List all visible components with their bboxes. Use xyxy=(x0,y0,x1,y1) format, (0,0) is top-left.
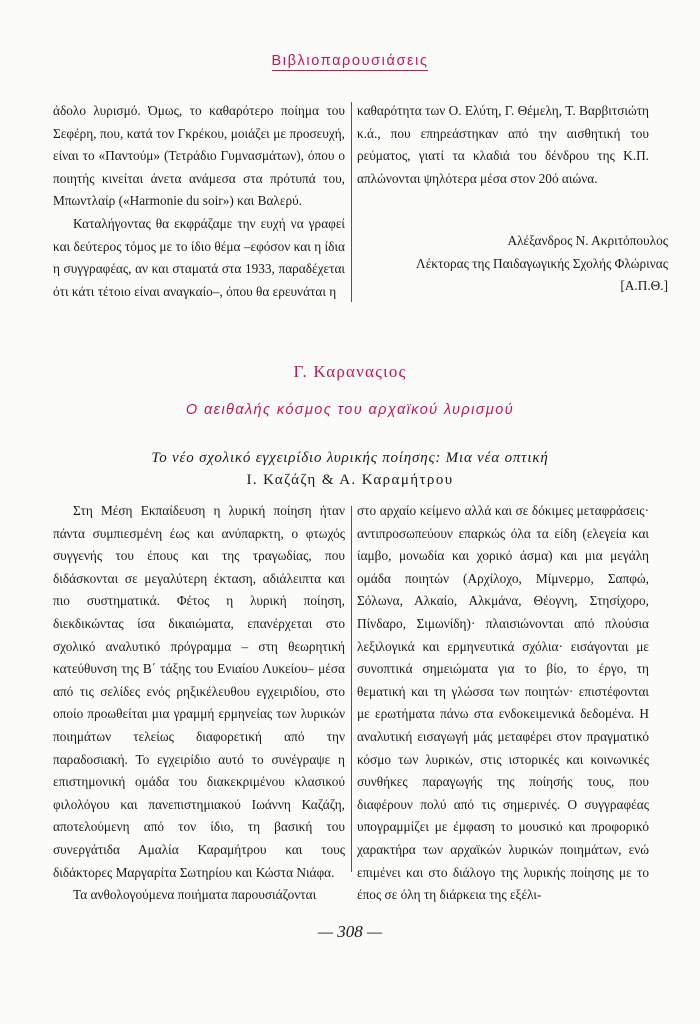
book-authors: Ι. Καζάζη & Α. Καραμήτρου xyxy=(246,472,454,488)
review2-left-column xyxy=(53,500,345,907)
reviewer-name: Αλέξανδρος Ν. Ακριτόπουλος xyxy=(507,233,668,248)
review2-author: Γ. Καραναςιος xyxy=(293,362,407,381)
review1-right-column xyxy=(357,100,649,190)
review2-title: Ο αειθαλής κόσμος του αρχαϊκού λυρισμού xyxy=(185,402,515,418)
column-divider xyxy=(351,506,352,872)
reviewer-institution: [Α.Π.Θ.] xyxy=(620,278,668,293)
reviewer-title: Λέκτορας της Παιδαγωγικής Σχολής Φλώρινας xyxy=(416,256,668,271)
running-head xyxy=(0,52,700,70)
review2-paragraph: στο αρχαίο κείμενο αλλά και σε δόκιμες μεταφράσεις· αντιπροσωπεύουν επαρκώς όλα τα είδη (ελεγεία και ίαμβο, μονωδία και χορικό άσμα) και μια μεγάλη ομάδα ποιητών (Αρχίλοχο, Μίμνερμο, Σαπφώ, Σόλωνα, Αλκαίο, Αλκμάνα, Θέογνη, Στησίχορο, Πίνδαρο, Σιμωνίδη)· πλαισιώνονται από πλούσια λεξιλογικά και ερμηνευτικά σχόλια· εισάγονται με συνοπτικά σημειώματα για το βίο, το έργο, τη θεματική και τη γλώσσα των ποιητών· επιστέφονται με ερωτήματα πάνω στα ενδοκειμενικά δεδομένα. Η αναλυτική εισαγωγή μάς μεταφέρει στον πραγματικό κόσμο των λυρικών, στις ιστορικές και κοινωνικές συνθήκες παραγωγής της ποίησής τους, που διαφέρουν πολύ από τις σημερινές. Ο συγγραφέας υπογραμμίζει με έμφαση το μουσικό και προφορικό χαρακτήρα των αρχαϊκών λυρικών ποιημάτων, ενώ επιμένει και στο διάλογο της λυρικής ποίησης με το έπος σε όλη τη διάρκεια της εξέλι- xyxy=(357,503,649,903)
book-title: Το νέο σχολικό εγχειρίδιο λυρικής ποίησης: Μια νέα οπτική xyxy=(151,450,549,466)
review2-paragraph: Στη Μέση Εκπαίδευση η λυρική ποίηση ήταν πάντα συμπιεσμένη έως και ανύπαρκτη, ο φτωχός συγγενής του έπους και της τραγωδίας, που διδάσκονται σε μεγαλύτερη έκταση, αδιάλειπτα και πιο συστηματικά. Φέτος η λυρική ποίηση, διεκδικώντας ίσα δικαιώματα, επανέρχεται στο σχολικό αναλυτικό πρόγραμμα – στη θεωρητική κατεύθυνση της Β΄ τάξης του Ενιαίου Λυκείου– μέσα από τις σελίδες ενός ρηξικέλευθου εγχειριδίου, στο οποίο προωθείται μια γραμμή ερμηνείας των λυρικών ποιημάτων τελείως διαφορετική από την παραδοσιακή. Το εγχειρίδιο αυτό το συνέγραψε η επιστημονική ομάδα του διακεκριμένου κλασικού φιλολόγου και πανεπιστημιακού Ιωάννη Καζάζη, αποτελούμενη από τον ίδιο, τη βασική του συνεργάτιδα Αμαλία Καραμήτρου και τους διδάκτορες Μαργαρίτα Σωτηρίου και Κώστα Νιάφα. xyxy=(53,503,345,880)
review1-paragraph: καθαρότητα των Ο. Ελύτη, Γ. Θέμελη, Τ. Βαρβιτσιώτη κ.ά., που επηρεάστηκαν από την αισθητική του ρεύματος, γιατί τα κλαδιά του δένδρου της Κ.Π. απλώνονται ψηλότερα μέσα στον 20ό αιώνα. xyxy=(357,103,649,186)
page-number: — 308 — xyxy=(317,922,383,941)
section-title: Βιβλιοπαρουσιάσεις xyxy=(271,53,429,69)
review2-right-column xyxy=(357,500,649,907)
review1-paragraph: Καταλήγοντας θα εκφράζαμε την ευχή να γραφεί και δεύτερος τόμος με το ίδιο θέμα –εφόσον και η ίδια η συγγραφέας, αν και σταματά στα 1933, παραδέχεται ότι κάτι τέτοιο είναι αναγκαίο–, όπου θα ερευνάται η xyxy=(53,215,345,299)
review2-paragraph: Τα ανθολογούμενα ποιήματα παρουσιάζονται xyxy=(73,887,317,903)
review1-left-column xyxy=(53,100,345,303)
column-divider xyxy=(351,102,352,302)
review1-paragraph: άδολο λυρισμό. Όμως, το καθαρότερο ποίημα του Σεφέρη, που, κατά τον Γκρέκου, μοιάζει με προσευχή, είναι το «Παντούμ» (Τετράδιο Γυμνασμάτων), όπου ο ποιητής κινείται άνετα ανάμεσα στα πρότυπά του, Μπωντλαίρ («Harmonie du soir») και Βαλερύ. xyxy=(53,103,345,209)
